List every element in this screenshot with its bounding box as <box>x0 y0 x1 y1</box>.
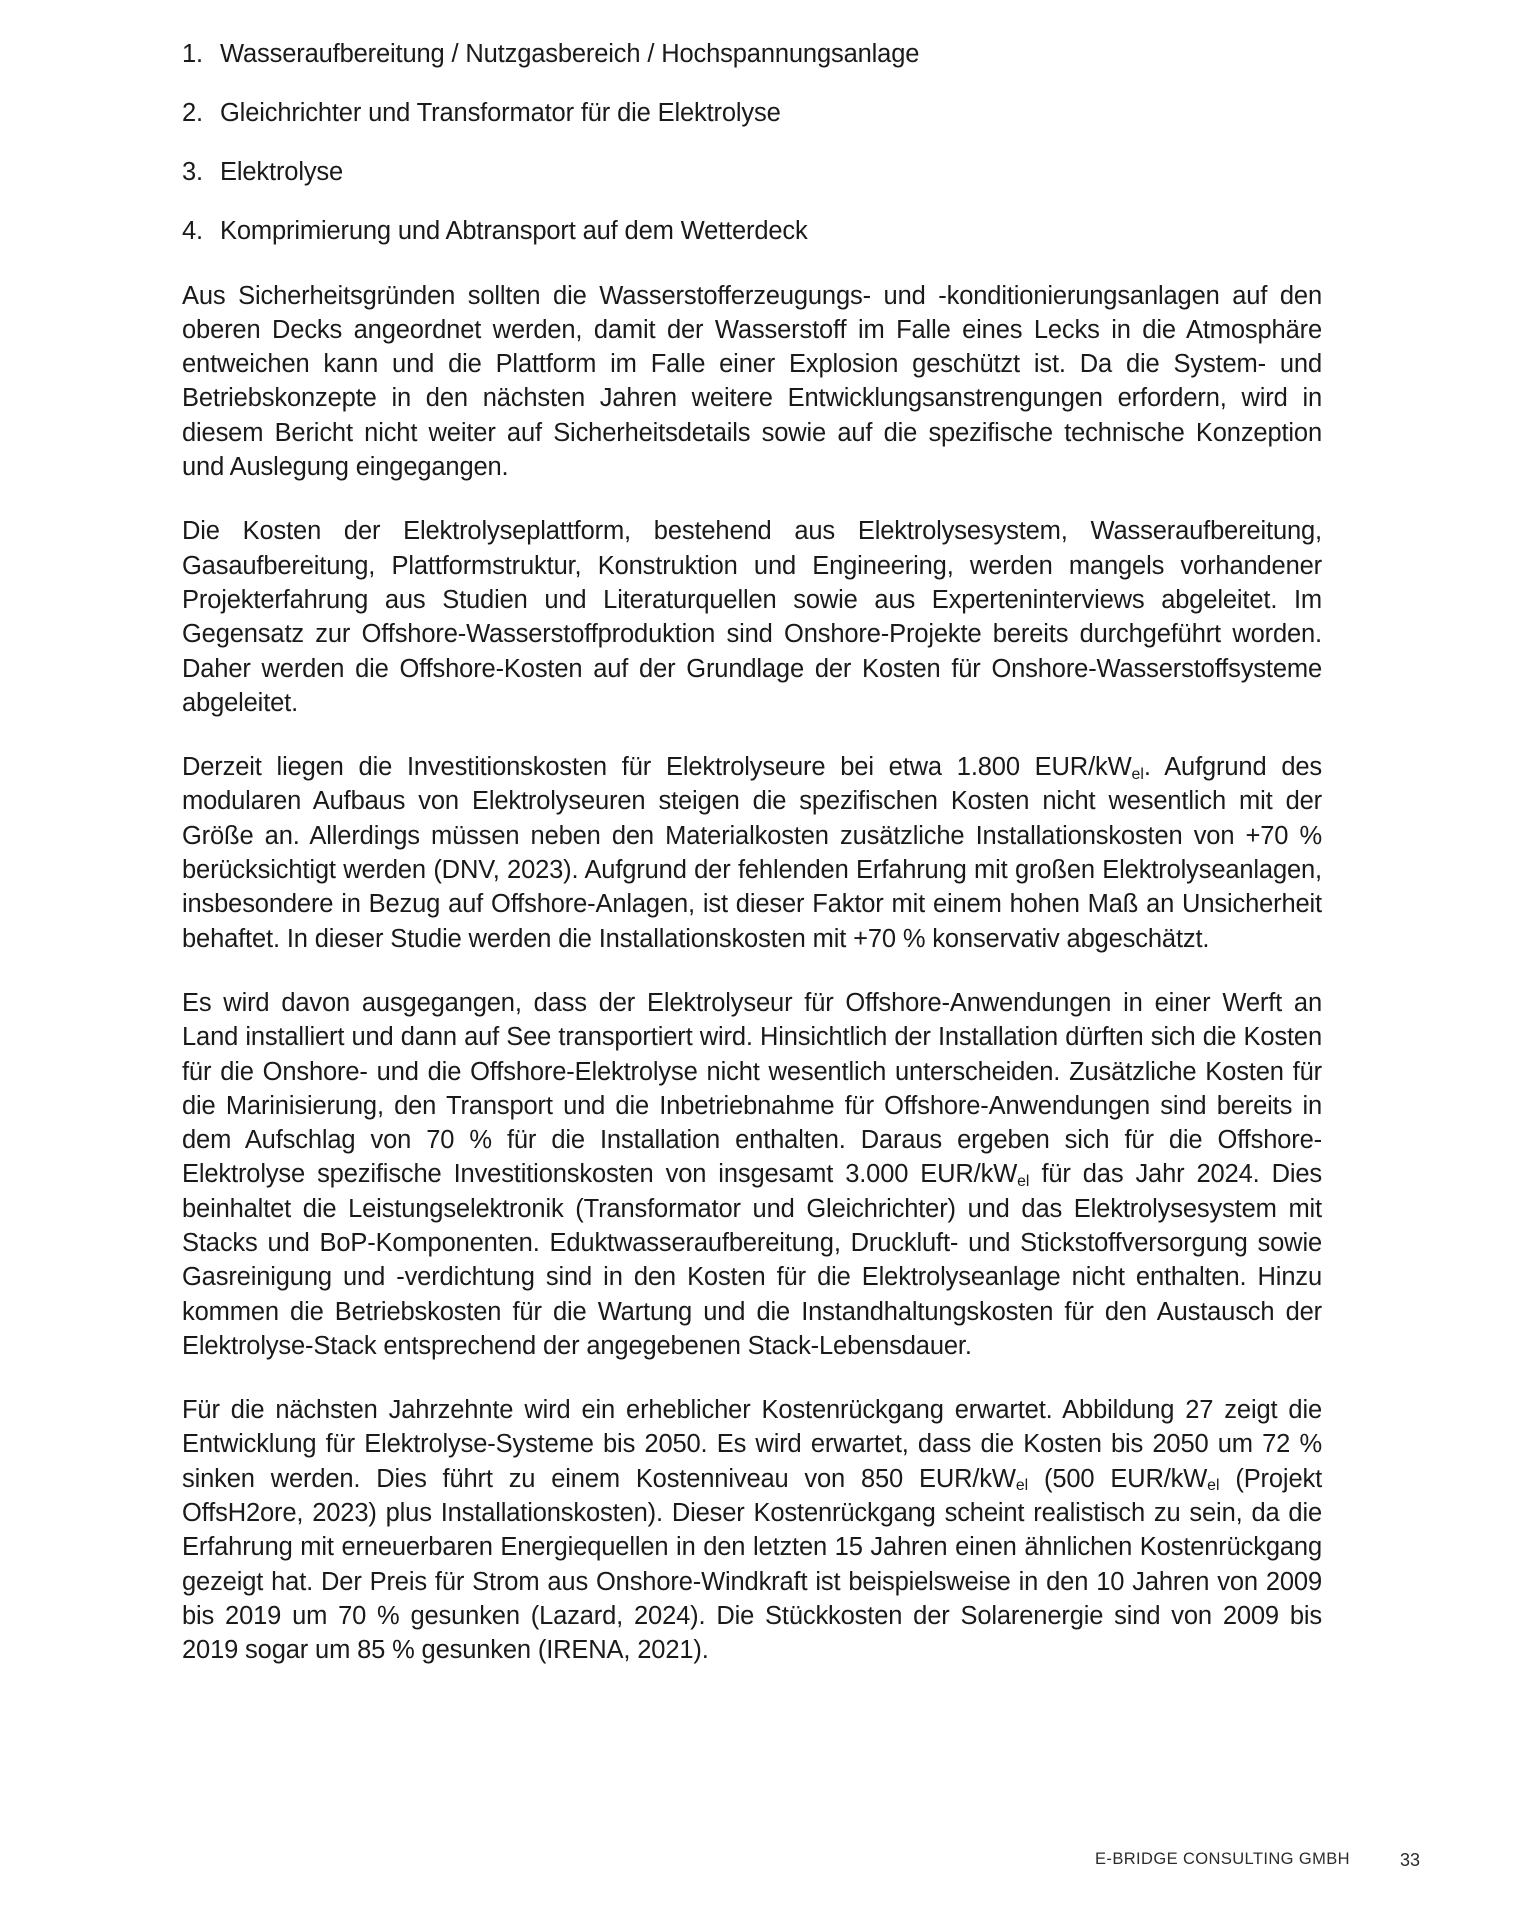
paragraph-4-segment-1: Es wird davon ausgegangen, dass der Elektrolyseur für Offshore-Anwendungen in einer Werft an Land installiert und dann auf See transportiert wird. Hinsichtlich der Installation dürften sich die Kosten für die Onshore- und die Offshore-Elektrolyse nicht wesentlich unterscheiden. Zusätzliche Kosten für die Marinisierung, den Transport und die Inbetriebnahme für Offshore-Anwendungen sind bereits in dem Aufschlag von 70 % für die Installation enthalten. Daraus ergeben sich für die Offshore-Elektrolyse spezifische Investitionskosten von insgesamt 3.000 EUR/kW <box>182 988 1322 1189</box>
body-paragraph-5 <box>182 1393 1322 1667</box>
paragraph-5-segment-2: (500 EUR/kW <box>1028 1464 1208 1493</box>
list-item <box>182 97 1322 130</box>
page-content <box>182 38 1322 1668</box>
list-item <box>182 38 1322 71</box>
subscript-el: el <box>1131 765 1144 783</box>
body-paragraph-4 <box>182 986 1322 1363</box>
paragraph-3-segment-1: Derzeit liegen die Investitionskosten für Elektrolyseure bei etwa 1.800 EUR/kW <box>182 753 1132 782</box>
paragraph-4-segment-2: für das Jahr 2024. Dies beinhaltet die Leistungselektronik (Transformator und Gleichrichter) und das Elektrolysesystem mit Stacks und BoP-Komponenten. Eduktwasseraufbereitung, Druckluft- und Stickstoffversorgung sowie Gasreinigung und -verdichtung sind in den Kosten für die Elektrolyseanlage nicht enthalten. Hinzu kommen die Betriebskosten für die Wartung und die Instandhaltungskosten für den Austausch der Elektrolyse-Stack entsprechend der angegebenen Stack-Lebensdauer. <box>182 1160 1322 1360</box>
list-item-label: Komprimierung und Abtransport auf dem Wetterdeck <box>220 217 808 246</box>
list-item-number: 3. <box>182 158 203 187</box>
list-item-number: 4. <box>182 217 203 246</box>
paragraph-5-segment-3: (Projekt OffsH2ore, 2023) plus Installationskosten). Dieser Kostenrückgang scheint realistisch zu sein, da die Erfahrung mit erneuerbaren Energiequellen in den letzten 15 Jahren einen ähnlichen Kostenrückgang gezeigt hat. Der Preis für Strom aus Onshore-Windkraft ist beispielsweise in den 10 Jahren von 2009 bis 2019 um 70 % gesunken (Lazard, 2024). Die Stückkosten der Solarenergie sind von 2009 bis 2019 sogar um 85 % gesunken (IRENA, 2021). <box>182 1464 1323 1665</box>
body-paragraph-3 <box>182 750 1322 956</box>
subscript-el: el <box>1017 1172 1030 1190</box>
subscript-el: el <box>1207 1477 1220 1495</box>
list-item-label: Wasseraufbereitung / Nutzgasbereich / Hochspannungsanlage <box>220 40 920 68</box>
page-number: 33 <box>1399 1850 1420 1870</box>
list-item-number: 2. <box>182 99 203 128</box>
page-footer <box>0 1850 1540 1876</box>
list-item-label: Elektrolyse <box>220 158 344 187</box>
subscript-el: el <box>1015 1477 1029 1495</box>
list-item <box>182 215 1322 248</box>
body-paragraph-2: Die Kosten der Elektrolyseplattform, bestehend aus Elektrolysesystem, Wasseraufbereitung, Gasaufbereitung, Plattformstruktur, Konstruktion und Engineering, werden mangels vorhandener Projekterfahrung aus Studien und Literaturquellen sowie aus Experteninterviews abgeleitet. Im Gegensatz zur Offshore-Wasserstoffproduktion sind Onshore-Projekte bereits durchgeführt worden. Daher werden die Offshore-Kosten auf der Grundlage der Kosten für Onshore-Wasserstoffsysteme abgeleitet. <box>182 517 1322 717</box>
paragraph-5-segment-1: Für die nächsten Jahrzehnte wird ein erheblicher Kostenrückgang erwartet. Abbildung 27 zeigt die Entwicklung für Elektrolyse-Systeme bis 2050. Es wird erwartet, dass die Kosten bis 2050 um 72 % sinken werden. Dies führt zu einem Kostenniveau von 850 EUR/kW <box>182 1396 1322 1493</box>
paragraph-3-segment-2: . Aufgrund des modularen Aufbaus von Elektrolyseuren steigen die spezifischen Kosten nicht wesentlich mit der Größe an. Allerdings müssen neben den Materialkosten zusätzliche Installationskosten von +70 % berücksichtigt werden (DNV, 2023). Aufgrund der fehlenden Erfahrung mit großen Elektrolyseanlagen, insbesondere in Bezug auf Offshore-Anlagen, ist dieser Faktor mit einem hohen Maß an Unsicherheit behaftet. In dieser Studie werden die Installationskosten mit +70 % konservativ abgeschätzt. <box>182 753 1322 953</box>
numbered-list <box>182 38 1322 249</box>
list-item-number: 1. <box>182 40 203 68</box>
list-item <box>182 156 1322 189</box>
footer-company-name: E-BRIDGE CONSULTING GMBH <box>1095 1850 1350 1868</box>
body-paragraph-1: Aus Sicherheitsgründen sollten die Wasserstofferzeugungs- und -konditionierungsanlagen auf den oberen Decks angeordnet werden, damit der Wasserstoff im Falle eines Lecks in die Atmosphäre entweichen kann und die Plattform im Falle einer Explosion geschützt ist. Da die System- und Betriebskonzepte in den nächsten Jahren weitere Entwicklungsanstrengungen erfordern, wird in diesem Bericht nicht weiter auf Sicherheitsdetails sowie auf die spezifische technische Konzeption und Auslegung eingegangen. <box>182 281 1322 482</box>
list-item-label: Gleichrichter und Transformator für die Elektrolyse <box>220 99 781 128</box>
